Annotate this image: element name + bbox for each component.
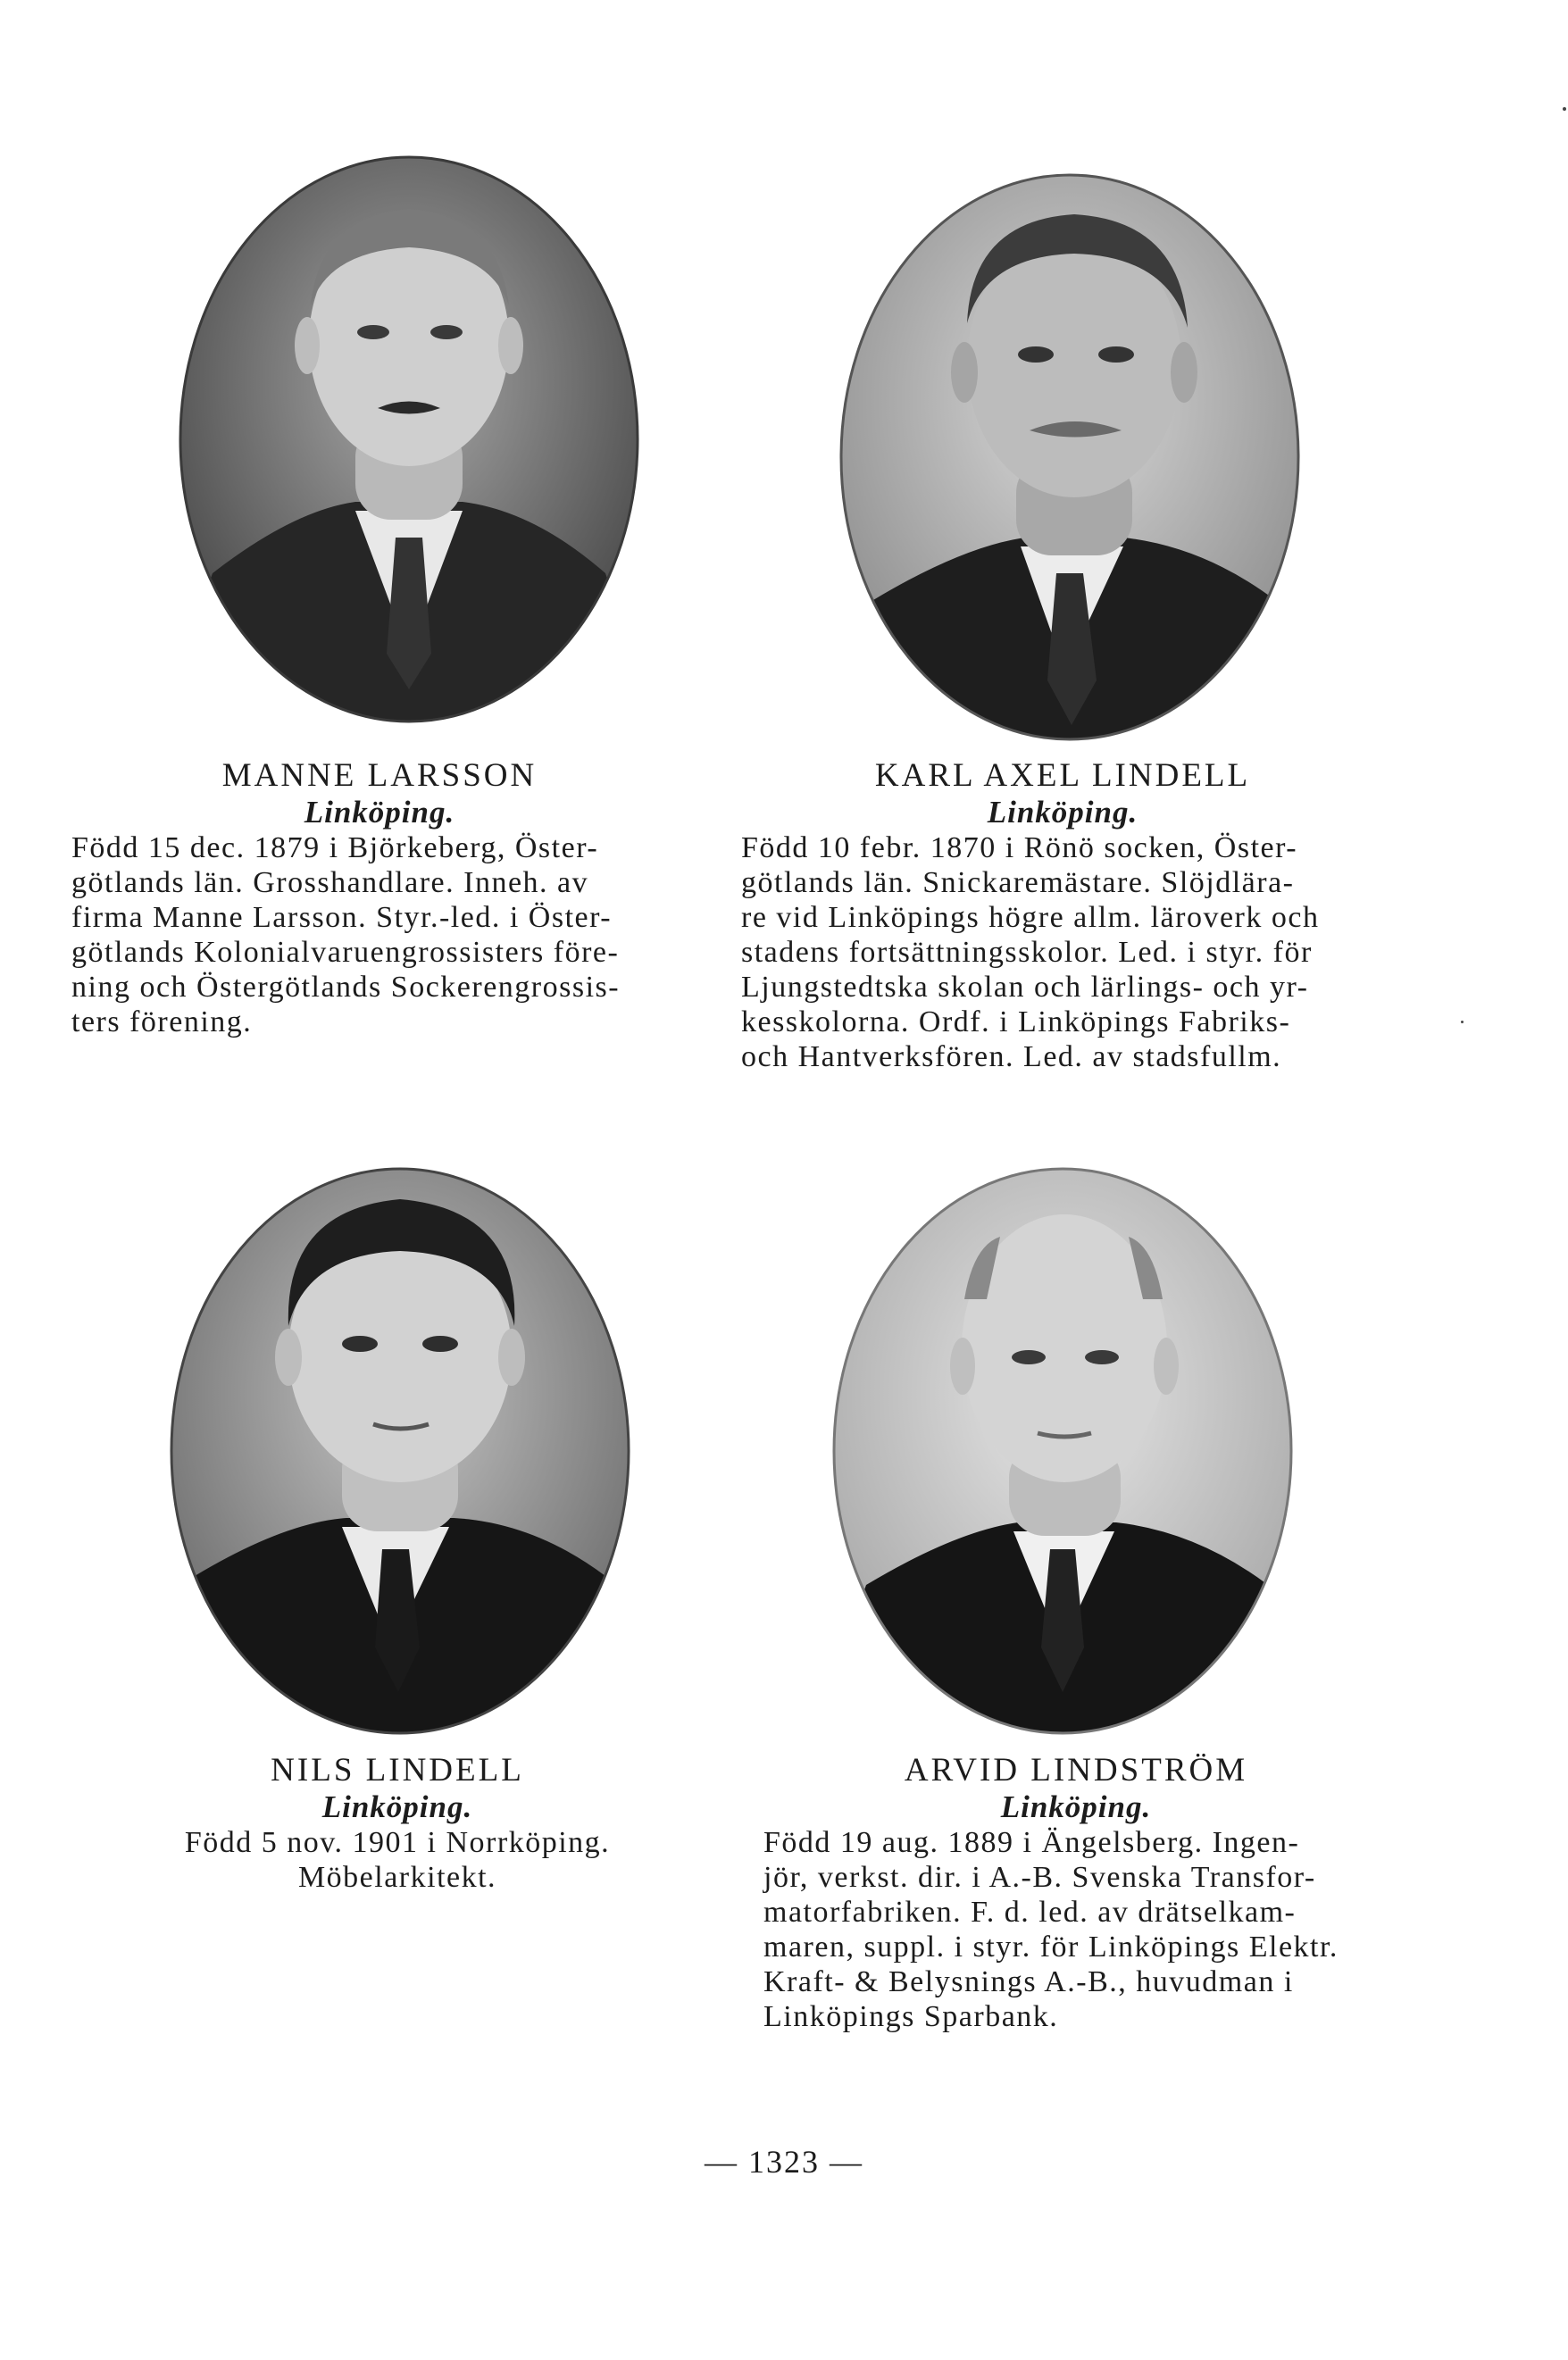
person-city: Linköping. xyxy=(987,795,1138,830)
entry-karl-axel-lindell xyxy=(741,757,1384,1074)
bio-line: Född 15 dec. 1879 i Björkeberg, Öster- xyxy=(71,831,599,864)
bio-line: Född 10 febr. 1870 i Rönö socken, Öster- xyxy=(741,831,1298,864)
bio-line: jör, verkst. dir. i A.-B. Svenska Transfor- xyxy=(763,1861,1316,1894)
print-speck xyxy=(1461,1021,1464,1023)
entry-arvid-lindstrom xyxy=(763,1752,1389,2034)
person-city: Linköping. xyxy=(1000,1789,1152,1824)
person-name: ARVID LINDSTRÖM xyxy=(904,1752,1248,1789)
bio-line: maren, suppl. i styr. för Linköpings Elektr. xyxy=(763,1931,1339,1964)
person-name: NILS LINDELL xyxy=(271,1752,524,1789)
person-city: Linköping. xyxy=(321,1789,473,1824)
person-name: KARL AXEL LINDELL xyxy=(874,757,1251,794)
entry-manne-larsson xyxy=(71,757,688,1039)
person-city: Linköping. xyxy=(304,795,455,830)
bio-line: götlands län. Snickaremästare. Slöjdlära- xyxy=(741,866,1295,899)
bio-line: Kraft- & Belysnings A.-B., huvudman i xyxy=(763,1965,1294,1998)
bio-line: kesskolorna. Ordf. i Linköpings Fabriks- xyxy=(741,1005,1291,1038)
portrait-arvid-lindstrom xyxy=(830,1165,1295,1737)
bio-line: ning och Östergötlands Sockerengrossis- xyxy=(71,971,621,1004)
bio-line: Linköpings Sparbank. xyxy=(763,2000,1059,2033)
bio-line: matorfabriken. F. d. led. av drätselkam- xyxy=(763,1896,1297,1929)
bio-line: götlands Kolonialvaruengrossisters före- xyxy=(71,936,620,969)
entry-nils-lindell xyxy=(107,1752,688,1895)
bio-line: Född 5 nov. 1901 i Norrköping. xyxy=(184,1826,611,1859)
bio-line: ters förening. xyxy=(71,1005,253,1038)
person-name: MANNE LARSSON xyxy=(221,757,538,794)
bio-line: re vid Linköpings högre allm. läroverk och xyxy=(741,901,1320,934)
print-speck xyxy=(1563,107,1566,111)
bio-line: Född 19 aug. 1889 i Ängelsberg. Ingen- xyxy=(763,1826,1300,1859)
page-number: — 1323 — xyxy=(705,2144,863,2180)
bio-line: och Hantverksfören. Led. av stadsfullm. xyxy=(741,1040,1282,1073)
portrait-manne-larsson xyxy=(177,154,641,725)
bio-line: firma Manne Larsson. Styr.-led. i Öster- xyxy=(71,901,613,934)
bio-line: Ljungstedtska skolan och lärlings- och yr- xyxy=(741,971,1309,1004)
bio-line: Möbelarkitekt. xyxy=(297,1861,497,1894)
portrait-karl-axel-lindell xyxy=(838,171,1302,743)
bio-line: götlands län. Grosshandlare. Inneh. av xyxy=(71,866,589,899)
bio-line: stadens fortsättningsskolor. Led. i styr. för xyxy=(741,936,1313,969)
portrait-nils-lindell xyxy=(168,1165,632,1737)
